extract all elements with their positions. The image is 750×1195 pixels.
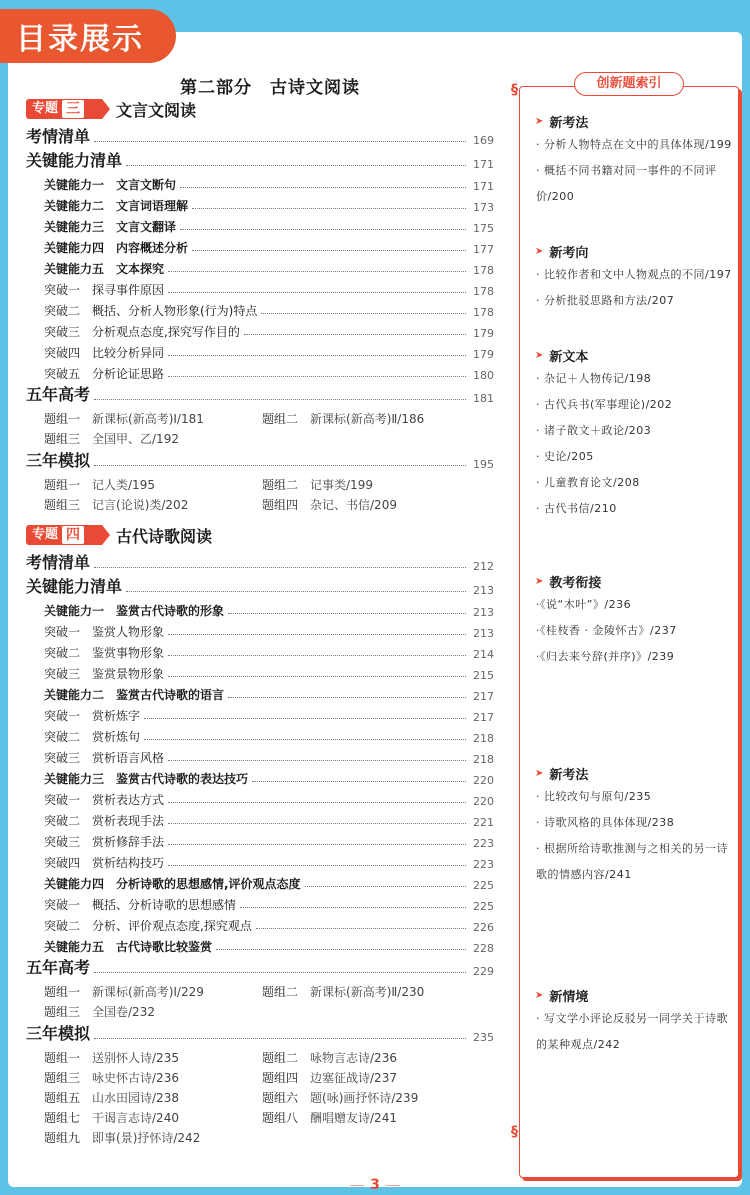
question-group-name: 题组二 (262, 412, 299, 426)
toc-entry-label: 突破二 概括、分析人物形象(行为)特点 (44, 304, 258, 318)
toc-entry-label: 关键能力一 鉴赏古代诗歌的形象 (44, 604, 225, 618)
question-group-name: 题组四 (262, 498, 299, 512)
index-item[interactable]: ·《桂枝香 · 金陵怀古》/237 (536, 624, 677, 637)
toc-entry[interactable] (44, 599, 494, 619)
toc-entry-page: 180 (473, 369, 494, 382)
toc-entry-page: 228 (473, 942, 494, 955)
toc-entry-page: 220 (473, 795, 494, 808)
index-group-heading (535, 242, 588, 261)
toc-entry[interactable] (26, 125, 494, 147)
arrow-icon: ➤ (535, 576, 544, 587)
dot-leader (168, 675, 466, 677)
toc-entry-page: 181 (473, 392, 494, 405)
toc-entry[interactable] (44, 641, 494, 661)
question-group-name: 题组七 (44, 1111, 81, 1125)
dot-leader (168, 654, 466, 656)
toc-entry[interactable] (44, 914, 494, 934)
toc-entry-label: 突破二 赏析炼句 (44, 730, 141, 744)
question-group-topic: 酬唱赠友诗/241 (310, 1111, 397, 1125)
question-group-name: 题组三 (44, 432, 81, 446)
toc-entry-label: 三年模拟 (26, 1024, 91, 1043)
toc-entry-label: 突破三 分析观点态度,探究写作目的 (44, 325, 240, 339)
toc-entry-page: 229 (473, 965, 494, 978)
dot-leader (168, 864, 466, 866)
dot-leader (168, 375, 466, 377)
dot-leader (94, 566, 466, 568)
index-group-title: 新考向 (549, 246, 589, 261)
dot-leader (228, 612, 466, 614)
dot-leader (168, 291, 466, 293)
toc-entry-page: 214 (473, 648, 494, 661)
toc-entry-page: 179 (473, 327, 494, 340)
toc-entry-page: 169 (473, 134, 494, 147)
dot-leader (256, 927, 466, 929)
dot-leader (94, 140, 466, 142)
toc-entry[interactable] (44, 788, 494, 808)
dot-leader (168, 633, 466, 635)
index-item[interactable]: · 写文学小评论反驳另一同学关于诗歌的某种观点/242 (536, 1012, 728, 1051)
toc-entry[interactable] (44, 872, 494, 892)
question-group-name: 题组二 (262, 1051, 299, 1065)
toc-entry-label: 突破四 赏析结构技巧 (44, 856, 165, 870)
innovation-index-title: 创新题索引 (574, 72, 684, 96)
toc-entry-label: 考情清单 (26, 553, 91, 572)
toc-entry[interactable] (44, 299, 494, 319)
index-group-items (536, 1006, 734, 1058)
toc-entry[interactable] (26, 956, 494, 978)
question-group-right[interactable] (262, 1109, 397, 1126)
dot-leader (126, 590, 466, 592)
question-group-topic: 全国甲、乙/192 (92, 432, 179, 446)
dot-leader (94, 971, 466, 973)
toc-entry-label: 突破一 赏析炼字 (44, 709, 141, 723)
toc-entry-page: 213 (473, 584, 494, 597)
question-group-topic: 咏史怀古诗/236 (92, 1071, 179, 1085)
question-group-row (44, 1066, 397, 1086)
toc-entry[interactable] (44, 893, 494, 913)
question-group-row (44, 427, 262, 447)
toc-entry-label: 关键能力二 鉴赏古代诗歌的语言 (44, 688, 225, 702)
index-group-heading (535, 764, 588, 783)
toc-entry-page: 226 (473, 921, 494, 934)
toc-entry-page: 213 (473, 627, 494, 640)
page-sheet (8, 32, 742, 1193)
section-tag (26, 99, 102, 119)
toc-entry[interactable] (26, 551, 494, 573)
toc-entry-page: 235 (473, 1031, 494, 1044)
question-group-topic: 记事类/199 (310, 478, 373, 492)
question-group-name: 题组三 (44, 1071, 81, 1085)
question-group-left[interactable] (44, 1089, 262, 1106)
question-group-row (44, 473, 373, 493)
toc-entry[interactable] (26, 575, 494, 597)
question-group-left[interactable] (44, 1069, 262, 1086)
question-group-topic: 干谒言志诗/240 (92, 1111, 179, 1125)
dot-leader (180, 186, 466, 188)
toc-entry[interactable] (44, 215, 494, 235)
dot-leader (94, 464, 466, 466)
index-item[interactable]: · 诗歌风格的具体体现/238 (536, 816, 675, 829)
toc-entry[interactable] (44, 704, 494, 724)
toc-entry-page: 225 (473, 900, 494, 913)
toc-entry-page: 221 (473, 816, 494, 829)
toc-entry-label: 关键能力五 文本探究 (44, 262, 165, 276)
question-group-left[interactable] (44, 1129, 262, 1146)
index-item[interactable]: · 比较作者和文中人物观点的不同/197 (536, 268, 732, 281)
question-group-topic: 边塞征战诗/237 (310, 1071, 397, 1085)
toc-entry[interactable] (44, 320, 494, 340)
toc-entry-label: 突破一 鉴赏人物形象 (44, 625, 165, 639)
question-group-topic: 新课标(新高考)Ⅱ/230 (310, 985, 425, 999)
question-group-name: 题组二 (262, 478, 299, 492)
index-group-title: 新情境 (549, 990, 589, 1005)
toc-entry-page: 171 (473, 180, 494, 193)
dot-leader (216, 948, 466, 950)
dot-leader (168, 822, 466, 824)
toc-entry[interactable] (44, 662, 494, 682)
question-group-name: 题组一 (44, 478, 81, 492)
question-group-right[interactable] (262, 1089, 418, 1106)
index-item[interactable]: · 古代兵书(军事理论)/202 (536, 398, 673, 411)
toc-entry-label: 关键能力三 鉴赏古代诗歌的表达技巧 (44, 772, 249, 786)
arrow-icon: ➤ (535, 350, 544, 361)
index-item[interactable]: · 比较改句与原句/235 (536, 790, 652, 803)
question-group-name: 题组一 (44, 412, 81, 426)
toc-entry-page: 213 (473, 606, 494, 619)
dot-leader (228, 696, 466, 698)
table-of-contents (8, 32, 518, 1182)
toc-entry[interactable] (26, 149, 494, 171)
dot-leader (144, 717, 466, 719)
index-group-title: 新考法 (549, 768, 589, 783)
dot-leader (126, 164, 466, 166)
toc-entry[interactable] (44, 683, 494, 703)
question-group-topic: 新课标(新高考)Ⅰ/181 (92, 412, 204, 426)
arrow-icon: ➤ (535, 990, 544, 1001)
toc-entry[interactable] (44, 362, 494, 382)
toc-entry-page: 178 (473, 285, 494, 298)
question-group-name: 题组一 (44, 1051, 81, 1065)
question-group-row (44, 1126, 262, 1146)
question-group-name: 题组九 (44, 1131, 81, 1145)
toc-entry[interactable] (44, 725, 494, 745)
toc-entry-page: 220 (473, 774, 494, 787)
toc-entry-label: 突破二 分析、评价观点态度,探究观点 (44, 919, 252, 933)
index-group-items (536, 784, 734, 888)
question-group-left[interactable] (44, 1049, 262, 1066)
section-tag-number: 三 (62, 100, 84, 118)
toc-entry[interactable] (44, 830, 494, 850)
index-item[interactable]: ·《归去来兮辞(并序)》/239 (536, 650, 675, 663)
toc-entry-label: 突破一 概括、分析诗歌的思想感情 (44, 898, 237, 912)
index-group-items (536, 262, 734, 314)
toc-entry[interactable] (44, 341, 494, 361)
section-title: 古代诗歌阅读 (116, 526, 213, 546)
toc-entry-page: 218 (473, 732, 494, 745)
toc-entry-label: 三年模拟 (26, 451, 91, 470)
toc-entry-label: 五年高考 (26, 958, 91, 977)
toc-entry[interactable] (44, 257, 494, 277)
question-group-topic: 山水田园诗/238 (92, 1091, 179, 1105)
toc-entry-label: 突破一 探寻事件原因 (44, 283, 165, 297)
dot-leader (168, 801, 466, 803)
dot-leader (168, 843, 466, 845)
spiral-top-icon: § (511, 82, 518, 98)
dot-leader (94, 398, 466, 400)
arrow-icon: ➤ (535, 768, 544, 779)
toc-entry-page: 215 (473, 669, 494, 682)
question-group-topic: 记人类/195 (92, 478, 155, 492)
toc-entry-page: 195 (473, 458, 494, 471)
dot-leader (261, 312, 466, 314)
question-group-left[interactable] (44, 430, 262, 447)
question-group-left[interactable] (44, 1003, 262, 1020)
dot-leader (168, 354, 466, 356)
index-group-heading (535, 986, 588, 1005)
section-tag (26, 525, 102, 545)
toc-entry-page: 173 (473, 201, 494, 214)
question-group-right[interactable] (262, 1069, 397, 1086)
toc-entry-page: 223 (473, 858, 494, 871)
dot-leader (168, 759, 466, 761)
toc-entry[interactable] (44, 173, 494, 193)
toc-entry-label: 突破三 赏析修辞手法 (44, 835, 165, 849)
index-item[interactable]: · 诸子散文＋政论/203 (536, 424, 652, 437)
toc-entry-label: 考情清单 (26, 127, 91, 146)
question-group-left[interactable] (44, 410, 262, 427)
section-header (26, 524, 212, 546)
index-item[interactable]: · 根据所给诗歌推测与之相关的另一诗歌的情感内容/241 (536, 842, 728, 881)
question-group-topic: 全国卷/232 (92, 1005, 155, 1019)
toc-entry[interactable] (44, 236, 494, 256)
toc-entry-page: 178 (473, 264, 494, 277)
index-group-items (536, 366, 734, 522)
catalog-banner-text: 目录展示 (16, 22, 144, 57)
dot-leader (244, 333, 466, 335)
question-group-name: 题组一 (44, 985, 81, 999)
dot-leader (144, 738, 466, 740)
question-group-left[interactable] (44, 983, 262, 1000)
catalog-banner (0, 9, 176, 63)
question-group-row (44, 980, 424, 1000)
section-tag-word: 专题 (32, 101, 59, 116)
dot-leader (180, 228, 466, 230)
index-item[interactable]: · 分析批驳思路和方法/207 (536, 294, 675, 307)
question-group-topic: 咏物言志诗/236 (310, 1051, 397, 1065)
toc-entry-label: 关键能力四 内容概述分析 (44, 241, 189, 255)
dot-leader (192, 207, 466, 209)
toc-entry-label: 突破五 分析论证思路 (44, 367, 165, 381)
question-group-left[interactable] (44, 496, 262, 513)
question-group-name: 题组三 (44, 1005, 81, 1019)
toc-entry-page: 171 (473, 158, 494, 171)
toc-entry[interactable] (44, 935, 494, 955)
toc-entry-label: 关键能力一 文言文断句 (44, 178, 177, 192)
toc-entry-label: 关键能力二 文言词语理解 (44, 199, 189, 213)
question-group-row (44, 1106, 397, 1126)
question-group-name: 题组六 (262, 1091, 299, 1105)
index-group-heading (535, 572, 601, 591)
question-group-topic: 新课标(新高考)Ⅰ/229 (92, 985, 204, 999)
toc-entry-label: 关键能力三 文言文翻译 (44, 220, 177, 234)
toc-entry-page: 212 (473, 560, 494, 573)
index-group-items (536, 592, 734, 670)
index-item[interactable]: · 古代书信/210 (536, 502, 617, 515)
arrow-icon: ➤ (535, 116, 544, 127)
index-item[interactable]: · 分析人物特点在文中的具体体现/199 (536, 138, 732, 151)
index-group-title: 新文本 (549, 350, 589, 365)
question-group-topic: 即事(景)抒怀诗/242 (92, 1131, 201, 1145)
question-group-name: 题组三 (44, 498, 81, 512)
question-group-left[interactable] (44, 1109, 262, 1126)
dot-leader (192, 249, 466, 251)
toc-entry-page: 218 (473, 753, 494, 766)
part-title: 第二部分 古诗文阅读 (180, 78, 360, 98)
toc-entry[interactable] (44, 278, 494, 298)
toc-entry[interactable] (44, 851, 494, 871)
question-group-left[interactable] (44, 476, 262, 493)
toc-entry-label: 关键能力清单 (26, 577, 123, 596)
dot-leader (94, 1037, 466, 1039)
question-group-topic: 新课标(新高考)Ⅱ/186 (310, 412, 425, 426)
toc-entry-page: 179 (473, 348, 494, 361)
index-group-items (536, 132, 734, 210)
question-group-row (44, 1046, 397, 1066)
toc-entry[interactable] (44, 746, 494, 766)
question-group-right[interactable] (262, 496, 397, 513)
dot-leader (305, 885, 466, 887)
dot-leader (240, 906, 466, 908)
question-group-topic: 记言(论说)类/202 (92, 498, 189, 512)
arrow-icon: ➤ (535, 246, 544, 257)
toc-entry[interactable] (26, 383, 494, 405)
toc-entry-page: 217 (473, 690, 494, 703)
dot-leader (168, 270, 466, 272)
toc-entry-label: 关键能力五 古代诗歌比较鉴赏 (44, 940, 213, 954)
toc-entry-label: 突破三 鉴赏景物形象 (44, 667, 165, 681)
toc-entry-label: 突破二 鉴赏事物形象 (44, 646, 165, 660)
index-item[interactable]: · 杂记＋人物传记/198 (536, 372, 652, 385)
index-group-title: 新考法 (549, 116, 589, 131)
page-footer (8, 1177, 742, 1193)
toc-entry-label: 突破四 比较分析异同 (44, 346, 165, 360)
index-group-heading (535, 112, 588, 131)
question-group-name: 题组八 (262, 1111, 299, 1125)
index-item[interactable]: · 概括不同书籍对同一事件的不同评价/200 (536, 164, 717, 203)
question-group-right[interactable] (262, 476, 373, 493)
page-number: 3 (370, 1177, 380, 1193)
index-item[interactable]: · 儿童教育论文/208 (536, 476, 640, 489)
toc-entry[interactable] (26, 1022, 494, 1044)
toc-entry-label: 突破二 赏析表现手法 (44, 814, 165, 828)
question-group-name: 题组四 (262, 1071, 299, 1085)
question-group-topic: 杂记、书信/209 (310, 498, 397, 512)
index-item[interactable]: · 史论/205 (536, 450, 594, 463)
toc-entry-label: 突破三 赏析语言风格 (44, 751, 165, 765)
question-group-row (44, 1086, 418, 1106)
spiral-bottom-icon: § (511, 1124, 518, 1140)
toc-entry-page: 178 (473, 306, 494, 319)
toc-entry[interactable] (44, 620, 494, 640)
toc-entry-label: 五年高考 (26, 385, 91, 404)
question-group-name: 题组五 (44, 1091, 81, 1105)
toc-entry-label: 关键能力清单 (26, 151, 123, 170)
toc-entry[interactable] (44, 767, 494, 787)
question-group-right[interactable] (262, 410, 424, 427)
question-group-topic: 题(咏)画抒怀诗/239 (310, 1091, 419, 1105)
section-tag-number: 四 (62, 526, 84, 544)
toc-entry[interactable] (44, 809, 494, 829)
question-group-right[interactable] (262, 1049, 397, 1066)
index-group-title: 教考衔接 (549, 576, 602, 591)
toc-entry-page: 175 (473, 222, 494, 235)
section-tag-word: 专题 (32, 527, 59, 542)
question-group-topic: 送别怀人诗/235 (92, 1051, 179, 1065)
question-group-name: 题组二 (262, 985, 299, 999)
toc-entry[interactable] (44, 194, 494, 214)
question-group-row (44, 493, 397, 513)
question-group-row (44, 407, 424, 427)
section-header (26, 98, 196, 120)
toc-entry-page: 177 (473, 243, 494, 256)
dot-leader (252, 780, 466, 782)
toc-entry-page: 217 (473, 711, 494, 724)
toc-entry-page: 223 (473, 837, 494, 850)
index-group-heading (535, 346, 588, 365)
index-item[interactable]: ·《说“木叶”》/236 (536, 598, 632, 611)
section-title: 文言文阅读 (116, 100, 197, 120)
toc-entry[interactable] (26, 449, 494, 471)
toc-entry-label: 突破一 赏析表达方式 (44, 793, 165, 807)
question-group-right[interactable] (262, 983, 424, 1000)
question-group-row (44, 1000, 262, 1020)
toc-entry-page: 225 (473, 879, 494, 892)
toc-entry-label: 关键能力四 分析诗歌的思想感情,评价观点态度 (44, 877, 301, 891)
